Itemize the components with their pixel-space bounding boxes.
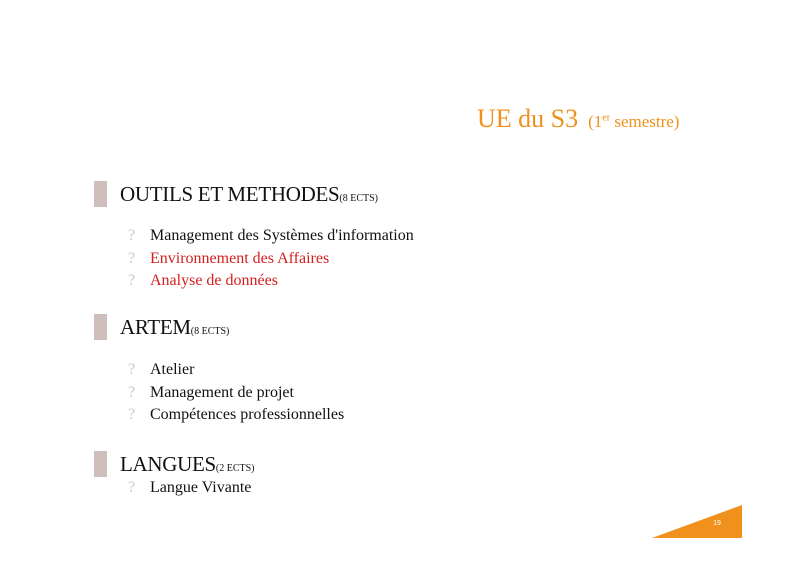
bullet-icon: ? (128, 479, 136, 496)
section-items-artem (128, 359, 344, 427)
slide-title (477, 104, 679, 134)
page-number: 19 (713, 520, 721, 527)
slide-title-sub-suffix: semestre) (610, 112, 680, 131)
section-marker (94, 451, 107, 477)
bullet-icon: ? (128, 272, 136, 289)
slide-title-main: UE du S3 (477, 104, 579, 133)
list-item-label: Atelier (150, 361, 195, 378)
list-item (128, 225, 414, 248)
slide-title-sub (588, 112, 679, 131)
section-title (120, 181, 378, 212)
slide-title-superscript: er (602, 112, 611, 124)
list-item (128, 477, 251, 500)
section-marker (94, 181, 107, 207)
section-items-langues (128, 477, 251, 500)
bullet-icon: ? (128, 249, 136, 267)
list-item-label: Environnement des Affaires (150, 249, 330, 267)
section-marker (94, 314, 107, 340)
bullet-icon: ? (128, 227, 136, 244)
bullet-icon: ? (128, 383, 136, 401)
bullet-icon: ? (128, 406, 136, 423)
footer-triangle-shape (652, 505, 742, 538)
list-item-label: Compétences professionnelles (150, 406, 345, 423)
list-item-label: Langue Vivante (150, 479, 252, 496)
list-item-label: Analyse de données (150, 272, 278, 289)
list-item (128, 382, 344, 405)
section-title-text: LANGUES (120, 452, 216, 476)
section-items-outils (128, 225, 414, 293)
section-ects: (8 ECTS) (339, 193, 378, 204)
list-item-label: Management de projet (150, 383, 294, 401)
slide-title-sub-prefix: (1 (588, 112, 603, 131)
list-item (128, 270, 414, 293)
list-item (128, 404, 344, 427)
list-item (128, 248, 414, 271)
section-title (120, 314, 229, 345)
section-ects: (8 ECTS) (190, 326, 230, 337)
bullet-icon: ? (128, 361, 136, 378)
section-ects: (2 ECTS) (215, 463, 255, 474)
footer-corner-triangle (652, 505, 742, 539)
list-item (128, 359, 344, 382)
section-title-text: OUTILS ET METHODES (120, 182, 340, 206)
section-title-text: ARTEM (120, 315, 191, 339)
list-item-label: Management des Systèmes d'information (150, 227, 414, 244)
